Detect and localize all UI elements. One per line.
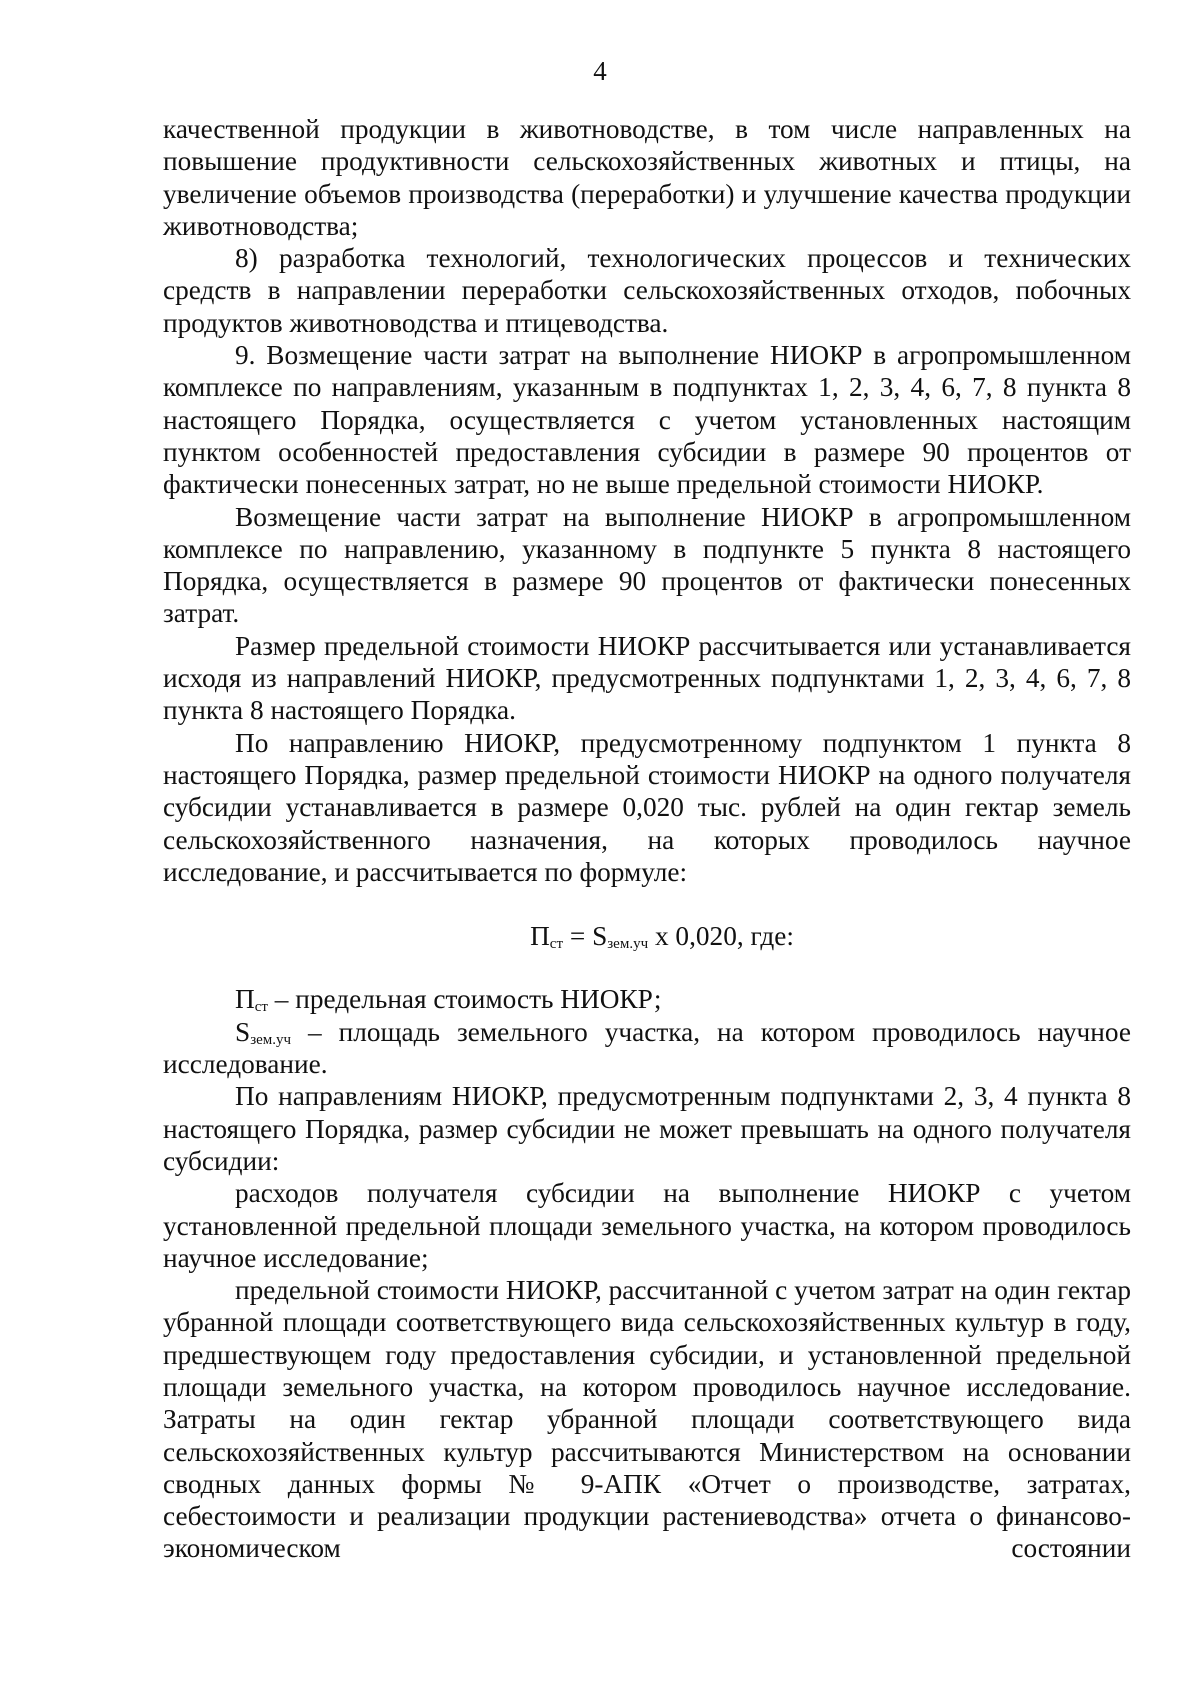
paragraph: 9. Возмещение части затрат на выполнение НИОКР в агропромышленном комплексе по направлениям, указанным в подпунктах 1, 2, 3, 4, 6, 7, 8 пункта 8 настоящего Порядка, осуществляется с учетом установленных настоящим пунктом особенностей предоставления субсидии в размере 90 процентов от фактически понесенных затрат, но не выше предельной стоимости НИОКР. [163, 340, 1131, 500]
definition-subscript: ст [254, 999, 268, 1016]
document-body [163, 113, 1131, 1565]
formula-equals: = [563, 921, 593, 952]
paragraph: По направлениям НИОКР, предусмотренным подпунктами 2, 3, 4 пункта 8 настоящего Порядка, размер субсидии не может превышать на одного получателя субсидии: [163, 1081, 1131, 1176]
formula-variable: S [592, 921, 608, 952]
definition-text: – предельная стоимость НИОКР; [267, 984, 662, 1015]
definition-text: – площадь земельного участка, на котором проводилось научное исследование. [163, 1016, 1131, 1080]
paragraph: Размер предельной стоимости НИОКР рассчитывается или устанавливается исходя из направлений НИОКР, предусмотренных подпунктами 1, 2, 3, 4, 6, 7, 8 пункта 8 настоящего Порядка. [163, 630, 1131, 726]
paragraph: Возмещение части затрат на выполнение НИОКР в агропромышленном комплексе по направлению, указанному в подпункте 5 пункта 8 настоящего Порядка, осуществляется в размере 90 процентов от фактически понесенных затрат. [163, 501, 1131, 629]
formula-rest: х 0,020, где: [648, 921, 794, 952]
definition [163, 1016, 1131, 1081]
paragraph: По направлению НИОКР, предусмотренному подпунктом 1 пункта 8 настоящего Порядка, размер предельной стоимости НИОКР на одного получателя субсидии устанавливается в размере 0,020 тыс. рублей на один гектар земель сельскохозяйственного назначения, на которых проводилось научное исследование, и рассчитывается по формуле: [163, 727, 1131, 887]
definition [163, 983, 1131, 1015]
formula-variable-subscript: зем.уч [607, 936, 649, 953]
formula-lhs: П [530, 921, 550, 952]
formula [163, 920, 1131, 952]
paragraph: расходов получателя субсидии на выполнение НИОКР с учетом установленной предельной площади земельного участка, на котором проводилось научное исследование; [163, 1178, 1131, 1273]
paragraph: качественной продукции в животноводстве, в том числе направленных на повышение продуктивности сельскохозяйственных животных и птицы, на увеличение объемов производства (переработки) и улучшение качества продукции животноводства; [163, 114, 1131, 241]
paragraph: 8) разработка технологий, технологических процессов и технических средств в направлении переработки сельскохозяйственных отходов, побочных продуктов животноводства и птицеводства. [163, 243, 1131, 338]
definition-symbol: П [235, 984, 255, 1015]
paragraph: предельной стоимости НИОКР, рассчитанной с учетом затрат на один гектар убранной площади соответствующего вида сельскохозяйственных культур в году, предшествующем году предоставления субсидии, и установленной предельной площади земельного участка, на котором проводилось научное исследование. Затраты на один гектар убранной площади соответствующего вида сельскохозяйственных культур рассчитываются Министерством на основании сводных данных формы № 9-АПК «Отчет о производстве, затратах, себестоимости и реализации продукции растениеводства» отчета о финансово-экономическом состоянии [163, 1275, 1131, 1564]
definition-symbol: S [235, 1016, 251, 1047]
formula-lhs-subscript: ст [549, 936, 564, 953]
page-number: 4 [593, 56, 607, 86]
definition-subscript: зем.уч [250, 1031, 292, 1048]
